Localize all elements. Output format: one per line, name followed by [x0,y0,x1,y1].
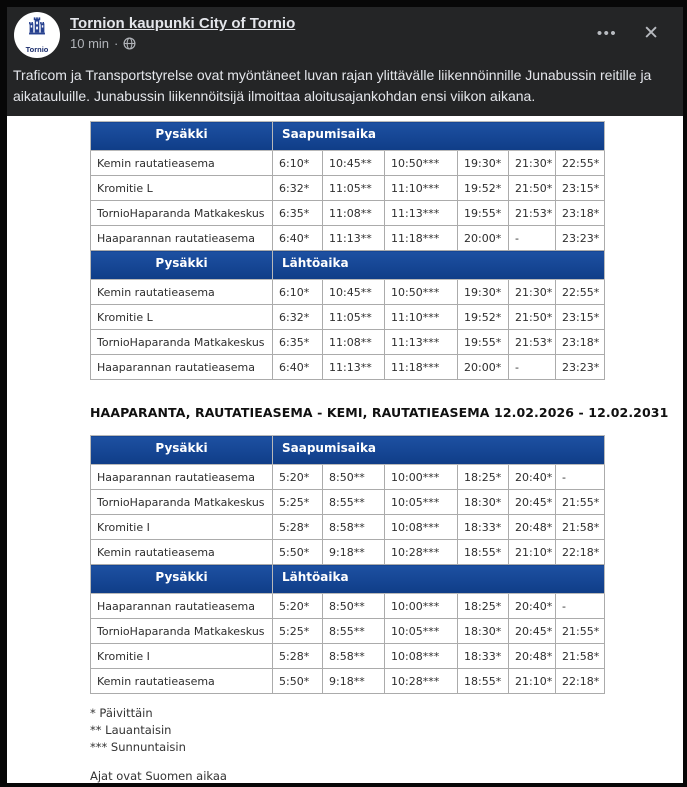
time-cell: 10:45** [323,280,385,305]
route-heading: HAAPARANTA, RAUTATIEASEMA - KEMI, RAUTATIEASEMA 12.02.2026 - 12.02.2031 [90,405,669,420]
stop-column-header: Pysäkki [91,436,273,465]
time-cell: 19:52* [458,305,509,330]
stop-name-cell: Kromitie L [91,176,273,201]
page-name-link[interactable]: Tornion kaupunki City of Tornio [70,15,296,32]
time-cell: 6:32* [273,305,323,330]
table-row [91,305,605,330]
footnotes [90,705,683,783]
time-cell: 11:13** [323,226,385,251]
time-cell: 11:10*** [385,305,458,330]
timetable-haaparanta-kemi [90,435,605,694]
post-header [7,7,683,58]
stop-name-cell: TornioHaparanda Matkakeskus [91,330,273,355]
timetable-kemi-haaparanta [90,121,605,380]
time-cell: 5:50* [273,669,323,694]
time-cell: 10:08*** [385,644,458,669]
time-cell: 6:10* [273,151,323,176]
time-cell: 20:00* [458,226,509,251]
time-cell: 19:55* [458,330,509,355]
time-cell: 21:53* [509,330,556,355]
time-cell: 23:23* [556,355,605,380]
time-cell: 21:55* [556,490,605,515]
table-row [91,176,605,201]
table-row [91,465,605,490]
time-cell: 21:10* [509,540,556,565]
table-row [91,515,605,540]
time-cell: 5:20* [273,465,323,490]
time-cell: 19:30* [458,151,509,176]
time-cell: 21:50* [509,305,556,330]
time-cell: 11:13** [323,355,385,380]
table-header-row [91,251,605,280]
time-cell: 20:48* [509,515,556,540]
footnote-saturdays: ** Lauantaisin [90,723,172,737]
table-row [91,669,605,694]
time-cell: - [509,355,556,380]
time-cell: 5:25* [273,490,323,515]
time-cell: 6:32* [273,176,323,201]
time-cell: - [509,226,556,251]
close-icon[interactable]: ✕ [643,23,659,44]
meta-separator: · [114,36,119,51]
time-cell: 5:25* [273,619,323,644]
time-cell: 18:33* [458,644,509,669]
table-row [91,151,605,176]
more-options-icon[interactable]: ••• [596,25,618,42]
time-cell: 21:58* [556,515,605,540]
time-cell: 23:18* [556,201,605,226]
time-cell: 5:50* [273,540,323,565]
time-cell: 21:50* [509,176,556,201]
time-cell: 22:18* [556,540,605,565]
time-cell: 18:25* [458,594,509,619]
time-cell: 8:50** [323,594,385,619]
time-cell: 21:30* [509,151,556,176]
table-row [91,280,605,305]
time-cell: 6:10* [273,280,323,305]
time-cell: - [556,594,605,619]
stop-name-cell: TornioHaparanda Matkakeskus [91,490,273,515]
time-cell: 19:30* [458,280,509,305]
table-row [91,540,605,565]
time-cell: 11:05** [323,305,385,330]
stop-name-cell: Haaparannan rautatieasema [91,594,273,619]
time-cell: 10:45** [323,151,385,176]
time-cell: 20:40* [509,465,556,490]
stop-name-cell: Haaparannan rautatieasema [91,465,273,490]
stop-column-header: Pysäkki [91,565,273,594]
table-row [91,355,605,380]
time-cell: 21:30* [509,280,556,305]
time-cell: 5:28* [273,644,323,669]
time-cell: 5:20* [273,594,323,619]
time-cell: 8:55** [323,490,385,515]
time-cell: 10:50*** [385,280,458,305]
stop-name-cell: Kromitie I [91,515,273,540]
time-cell: 8:58** [323,515,385,540]
stop-name-cell: Haaparannan rautatieasema [91,226,273,251]
time-cell: 10:05*** [385,619,458,644]
time-cell: 10:28*** [385,540,458,565]
time-cell: 18:30* [458,619,509,644]
time-cell: 8:55** [323,619,385,644]
stop-name-cell: Kemin rautatieasema [91,669,273,694]
time-cell: 20:00* [458,355,509,380]
time-cell: 6:40* [273,226,323,251]
arrival-column-header: Saapumisaika [273,122,605,151]
time-cell: 10:05*** [385,490,458,515]
tornio-coat-of-arms-icon [25,16,49,45]
attached-timetable-image[interactable] [7,116,683,783]
table-row [91,594,605,619]
time-cell: 8:50** [323,465,385,490]
time-cell: 20:45* [509,490,556,515]
time-cell: 18:30* [458,490,509,515]
time-cell: 9:18** [323,669,385,694]
departure-column-header: Lähtöaika [273,251,605,280]
stop-name-cell: Kemin rautatieasema [91,280,273,305]
table-header-row [91,122,605,151]
time-cell: 18:33* [458,515,509,540]
post-meta [70,36,597,51]
post-header-actions [597,12,673,43]
table-row [91,619,605,644]
stop-name-cell: Haaparannan rautatieasema [91,355,273,380]
time-cell: 6:35* [273,330,323,355]
time-cell: 22:55* [556,280,605,305]
time-cell: 22:55* [556,151,605,176]
time-cell: 18:55* [458,669,509,694]
time-cell: 11:08** [323,330,385,355]
departure-column-header: Lähtöaika [273,565,605,594]
time-cell: 6:35* [273,201,323,226]
time-cell: 20:40* [509,594,556,619]
table-header-row [91,436,605,465]
time-cell: 21:58* [556,644,605,669]
time-cell: 10:50*** [385,151,458,176]
stop-name-cell: Kemin rautatieasema [91,151,273,176]
time-cell: 9:18** [323,540,385,565]
table-row [91,330,605,355]
stop-name-cell: Kromitie I [91,644,273,669]
time-cell: 23:23* [556,226,605,251]
time-cell: 11:08** [323,201,385,226]
globe-privacy-icon [123,37,136,50]
time-cell: 20:45* [509,619,556,644]
stop-name-cell: TornioHaparanda Matkakeskus [91,201,273,226]
time-cell: 11:18*** [385,226,458,251]
arrival-column-header: Saapumisaika [273,436,605,465]
post-header-info [70,12,597,51]
time-cell: 20:48* [509,644,556,669]
time-cell: 11:13*** [385,201,458,226]
table-header-row [91,565,605,594]
time-cell: 11:10*** [385,176,458,201]
avatar-label: Tornio [25,45,49,55]
time-cell: 18:55* [458,540,509,565]
facebook-post [7,7,683,783]
time-cell: 22:18* [556,669,605,694]
post-text: Traficom ja Transportstyrelse ovat myöntäneet luvan rajan ylittävälle liikennöinnille Junabussin reitille ja aikatauluille. Junabussin liikennöitsijä ilmoittaa aloitusajankohdan ensi viikon aikana. [13,67,652,104]
time-cell: 5:28* [273,515,323,540]
timezone-note: Ajat ovat Suomen aikaa [90,769,227,783]
time-cell: 23:18* [556,330,605,355]
time-cell: 18:25* [458,465,509,490]
time-cell: 21:55* [556,619,605,644]
time-cell: 11:18*** [385,355,458,380]
table-row [91,226,605,251]
time-cell: 19:52* [458,176,509,201]
stop-column-header: Pysäkki [91,251,273,280]
table-row [91,490,605,515]
time-cell: - [556,465,605,490]
time-cell: 10:00*** [385,594,458,619]
time-cell: 11:05** [323,176,385,201]
stop-name-cell: Kromitie L [91,305,273,330]
stop-name-cell: Kemin rautatieasema [91,540,273,565]
post-timestamp[interactable]: 10 min [70,36,110,51]
time-cell: 23:15* [556,305,605,330]
time-cell: 10:28*** [385,669,458,694]
time-cell: 21:53* [509,201,556,226]
avatar[interactable] [14,12,60,58]
stop-column-header: Pysäkki [91,122,273,151]
time-cell: 19:55* [458,201,509,226]
time-cell: 21:10* [509,669,556,694]
time-cell: 10:00*** [385,465,458,490]
time-cell: 11:13*** [385,330,458,355]
time-cell: 6:40* [273,355,323,380]
time-cell: 8:58** [323,644,385,669]
table-row [91,644,605,669]
time-cell: 10:08*** [385,515,458,540]
footnote-sundays: *** Sunnuntaisin [90,740,186,754]
stop-name-cell: TornioHaparanda Matkakeskus [91,619,273,644]
footnote-daily: * Päivittäin [90,706,153,720]
table-row [91,201,605,226]
time-cell: 23:15* [556,176,605,201]
